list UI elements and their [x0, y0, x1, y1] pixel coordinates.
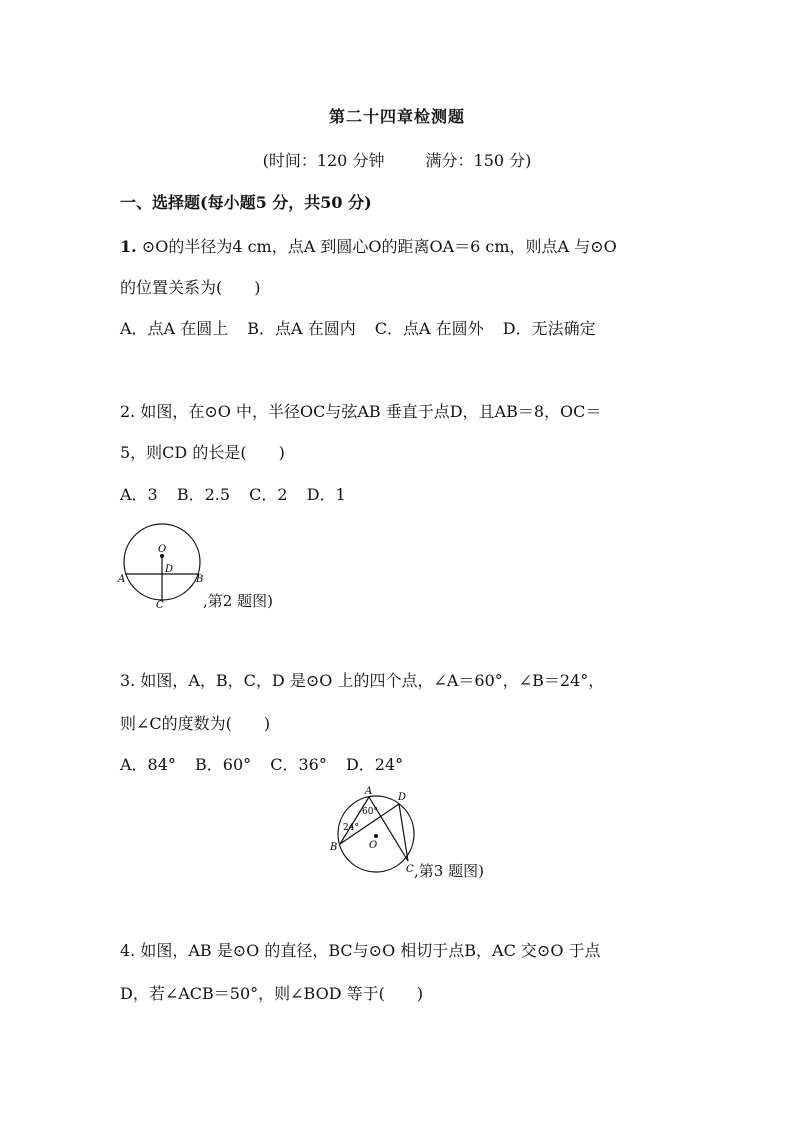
- question-4-line-2: D，若∠ACB＝50°，则∠BOD 等于( ): [120, 984, 424, 1003]
- label-c: C: [406, 864, 414, 875]
- question-number: 3.: [120, 671, 136, 690]
- question-2-caption: ,第2 题图): [203, 592, 273, 610]
- question-text: ⊙O的半径为4 cm，点A 到圆心O的距离OA＝6 cm，则点A 与⊙O: [141, 237, 617, 256]
- label-angle-a: 60°: [362, 807, 378, 817]
- question-3-line-1: [120, 668, 604, 691]
- center-point: [374, 834, 378, 838]
- question-text: 如图，在⊙O 中，半径OC与弦AB 垂直于点D，且AB＝8，OC＝: [140, 402, 602, 421]
- label-c: C: [156, 600, 164, 611]
- question-number: 2.: [120, 402, 136, 421]
- question-number: 1.: [120, 237, 137, 256]
- question-number: 4.: [120, 941, 136, 960]
- question-2-line-1: [120, 399, 601, 422]
- question-2-line-2: 5，则CD 的长是( ): [120, 443, 285, 462]
- label-o: O: [158, 544, 167, 555]
- label-d: D: [165, 564, 174, 575]
- question-text: 如图，A，B，C，D 是⊙O 上的四个点，∠A＝60°，∠B＝24°，: [140, 671, 605, 690]
- question-3-line-2: 则∠C的度数为( ): [120, 714, 271, 733]
- label-b: B: [330, 842, 338, 853]
- page-title: 第二十四章检测题: [328, 107, 465, 126]
- label-a: A: [365, 786, 373, 797]
- question-3-options: [120, 752, 417, 775]
- option-c: C．2: [249, 485, 288, 504]
- question-1-options: [120, 316, 610, 339]
- option-b: B．2.5: [176, 485, 231, 504]
- option-c: C．点A 在圆外: [374, 319, 484, 338]
- option-a: A．3: [120, 485, 158, 504]
- option-d: D．1: [306, 485, 346, 504]
- label-o: O: [369, 840, 378, 851]
- label-a: A: [118, 574, 126, 585]
- question-4-line-1: [120, 938, 601, 961]
- label-d: D: [398, 792, 407, 803]
- option-a: A．84°: [120, 755, 176, 774]
- section-heading: 一、选择题(每小题5 分，共50 分): [120, 193, 372, 212]
- option-a: A．点A 在圆上: [120, 319, 229, 338]
- segment-ab: [340, 797, 369, 844]
- question-3-figure: [326, 782, 422, 882]
- option-d: D．24°: [345, 755, 404, 774]
- option-b: B．60°: [195, 755, 252, 774]
- question-2-figure: [112, 512, 208, 612]
- question-text: 如图，AB 是⊙O 的直径，BC与⊙O 相切于点B，AC 交⊙O 于点: [140, 941, 601, 960]
- option-d: D．无法确定: [502, 319, 596, 338]
- option-c: C．36°: [270, 755, 327, 774]
- label-b: B: [196, 574, 204, 585]
- question-3-caption: ,第3 题图): [414, 862, 484, 880]
- question-1-line-1: [120, 234, 617, 257]
- full-score: 满分：150 分): [425, 151, 532, 170]
- question-2-options: [120, 482, 360, 505]
- label-angle-b: 24°: [343, 823, 359, 833]
- option-b: B．点A 在圆内: [247, 319, 356, 338]
- exam-meta: [0, 148, 794, 171]
- question-1-line-2: 的位置关系为( ): [120, 278, 261, 297]
- time-limit: (时间：120 分钟: [262, 151, 385, 170]
